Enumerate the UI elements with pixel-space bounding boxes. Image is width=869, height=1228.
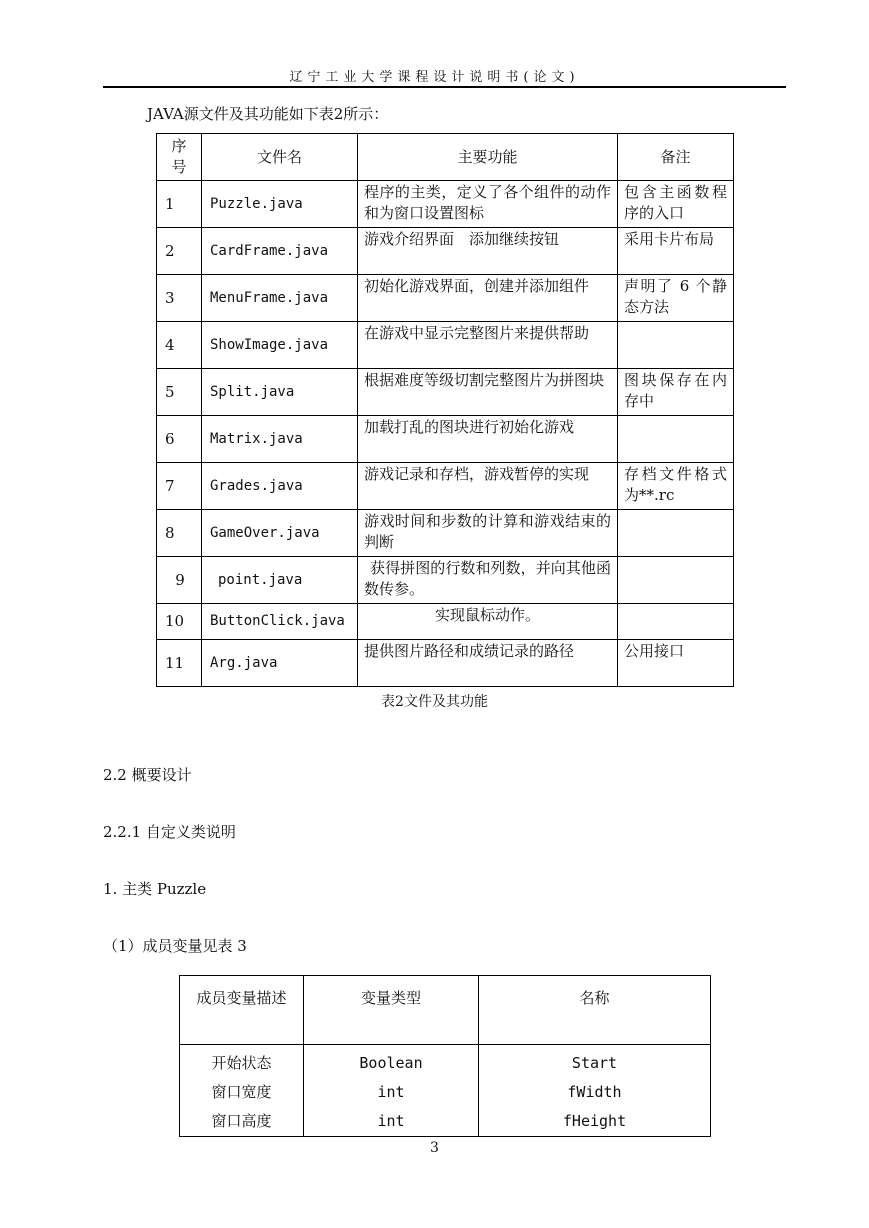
row-note [618, 510, 734, 557]
table-row [157, 640, 734, 687]
row-note: 包含主函数程序的入口 [618, 181, 734, 228]
name-line: fWidth [567, 1083, 622, 1101]
header-rule [103, 86, 786, 88]
table-row [157, 369, 734, 416]
row-index: 10 [157, 604, 202, 640]
col-header-index: 序号 [157, 134, 202, 181]
table-3-members [179, 975, 711, 1137]
col-header-description: 成员变量描述 [180, 976, 304, 1045]
row-function: 游戏介绍界面 添加继续按钮 [358, 228, 618, 275]
row-index: 8 [157, 510, 202, 557]
row-index: 5 [157, 369, 202, 416]
row-note [618, 604, 734, 640]
type-line: Boolean [359, 1054, 423, 1072]
row-index: 7 [157, 463, 202, 510]
table-row [157, 228, 734, 275]
row-note: 公用接口 [618, 640, 734, 687]
row-index: 1 [157, 181, 202, 228]
table-row [157, 322, 734, 369]
row-index: 9 [157, 557, 202, 604]
name-line: Start [571, 1054, 618, 1072]
row-function: 在游戏中显示完整图片来提供帮助 [358, 322, 618, 369]
row-note: 存档文件格式为**.rc [618, 463, 734, 510]
page-number: 3 [430, 1140, 439, 1156]
row-filename: Arg.java [202, 640, 358, 687]
row-function: 加载打乱的图块进行初始化游戏 [358, 416, 618, 463]
row-function: 游戏记录和存档，游戏暂停的实现 [358, 463, 618, 510]
table-row [180, 1045, 711, 1137]
type-cell [304, 1045, 479, 1137]
col-header-note: 备注 [618, 134, 734, 181]
row-index: 11 [157, 640, 202, 687]
table2-intro: JAVA源文件及其功能如下表2所示： [147, 105, 389, 123]
row-filename: Puzzle.java [202, 181, 358, 228]
name-cell [479, 1045, 711, 1137]
row-note [618, 416, 734, 463]
desc-line: 开始状态 [211, 1054, 272, 1072]
row-filename: MenuFrame.java [202, 275, 358, 322]
row-filename: ShowImage.java [202, 322, 358, 369]
section-heading-2-2-1: 2.2.1 自定义类说明 [103, 823, 236, 841]
type-line: int [377, 1083, 405, 1101]
col-header-function: 主要功能 [358, 134, 618, 181]
table-row [157, 557, 734, 604]
row-function: 实现鼠标动作。 [358, 604, 618, 640]
desc-line: 窗口宽度 [211, 1083, 272, 1101]
table-row [157, 463, 734, 510]
row-note: 采用卡片布局 [618, 228, 734, 275]
desc-line: 窗口高度 [211, 1112, 272, 1130]
member-vars-label: （1）成员变量见表 3 [103, 937, 247, 955]
table-header-row [180, 976, 711, 1045]
row-filename: Matrix.java [202, 416, 358, 463]
table-row [157, 604, 734, 640]
row-filename: Split.java [202, 369, 358, 416]
row-index: 6 [157, 416, 202, 463]
row-index: 4 [157, 322, 202, 369]
table-row [157, 510, 734, 557]
row-note: 声明了 6 个静态方法 [618, 275, 734, 322]
row-function: 提供图片路径和成绩记录的路径 [358, 640, 618, 687]
row-filename: Grades.java [202, 463, 358, 510]
row-note [618, 557, 734, 604]
row-function: 根据难度等级切割完整图片为拼图块 [358, 369, 618, 416]
table2-caption: 表2文件及其功能 [381, 694, 488, 710]
description-cell [180, 1045, 304, 1137]
table-2-files [156, 133, 734, 687]
col-header-type: 变量类型 [304, 976, 479, 1045]
running-header: 辽宁工业大学课程设计说明书(论文) [289, 70, 580, 85]
type-line: int [377, 1112, 405, 1130]
row-function: 获得拼图的行数和列数，并向其他函数传参。 [358, 557, 618, 604]
section-heading-2-2: 2.2 概要设计 [103, 766, 192, 784]
row-filename: GameOver.java [202, 510, 358, 557]
row-function: 初始化游戏界面，创建并添加组件 [358, 275, 618, 322]
subsection-main-class: 1. 主类 Puzzle [103, 880, 207, 898]
row-filename: point.java [202, 557, 358, 604]
row-function: 游戏时间和步数的计算和游戏结束的判断 [358, 510, 618, 557]
table-row [157, 181, 734, 228]
table-row [157, 275, 734, 322]
row-index: 2 [157, 228, 202, 275]
col-header-name: 名称 [479, 976, 711, 1045]
table-header-row [157, 134, 734, 181]
row-function: 程序的主类，定义了各个组件的动作和为窗口设置图标 [358, 181, 618, 228]
name-line: fHeight [562, 1112, 627, 1130]
row-note [618, 322, 734, 369]
col-header-filename: 文件名 [202, 134, 358, 181]
row-filename: CardFrame.java [202, 228, 358, 275]
row-note: 图块保存在内存中 [618, 369, 734, 416]
table-row [157, 416, 734, 463]
row-filename: ButtonClick.java [202, 604, 358, 640]
row-index: 3 [157, 275, 202, 322]
